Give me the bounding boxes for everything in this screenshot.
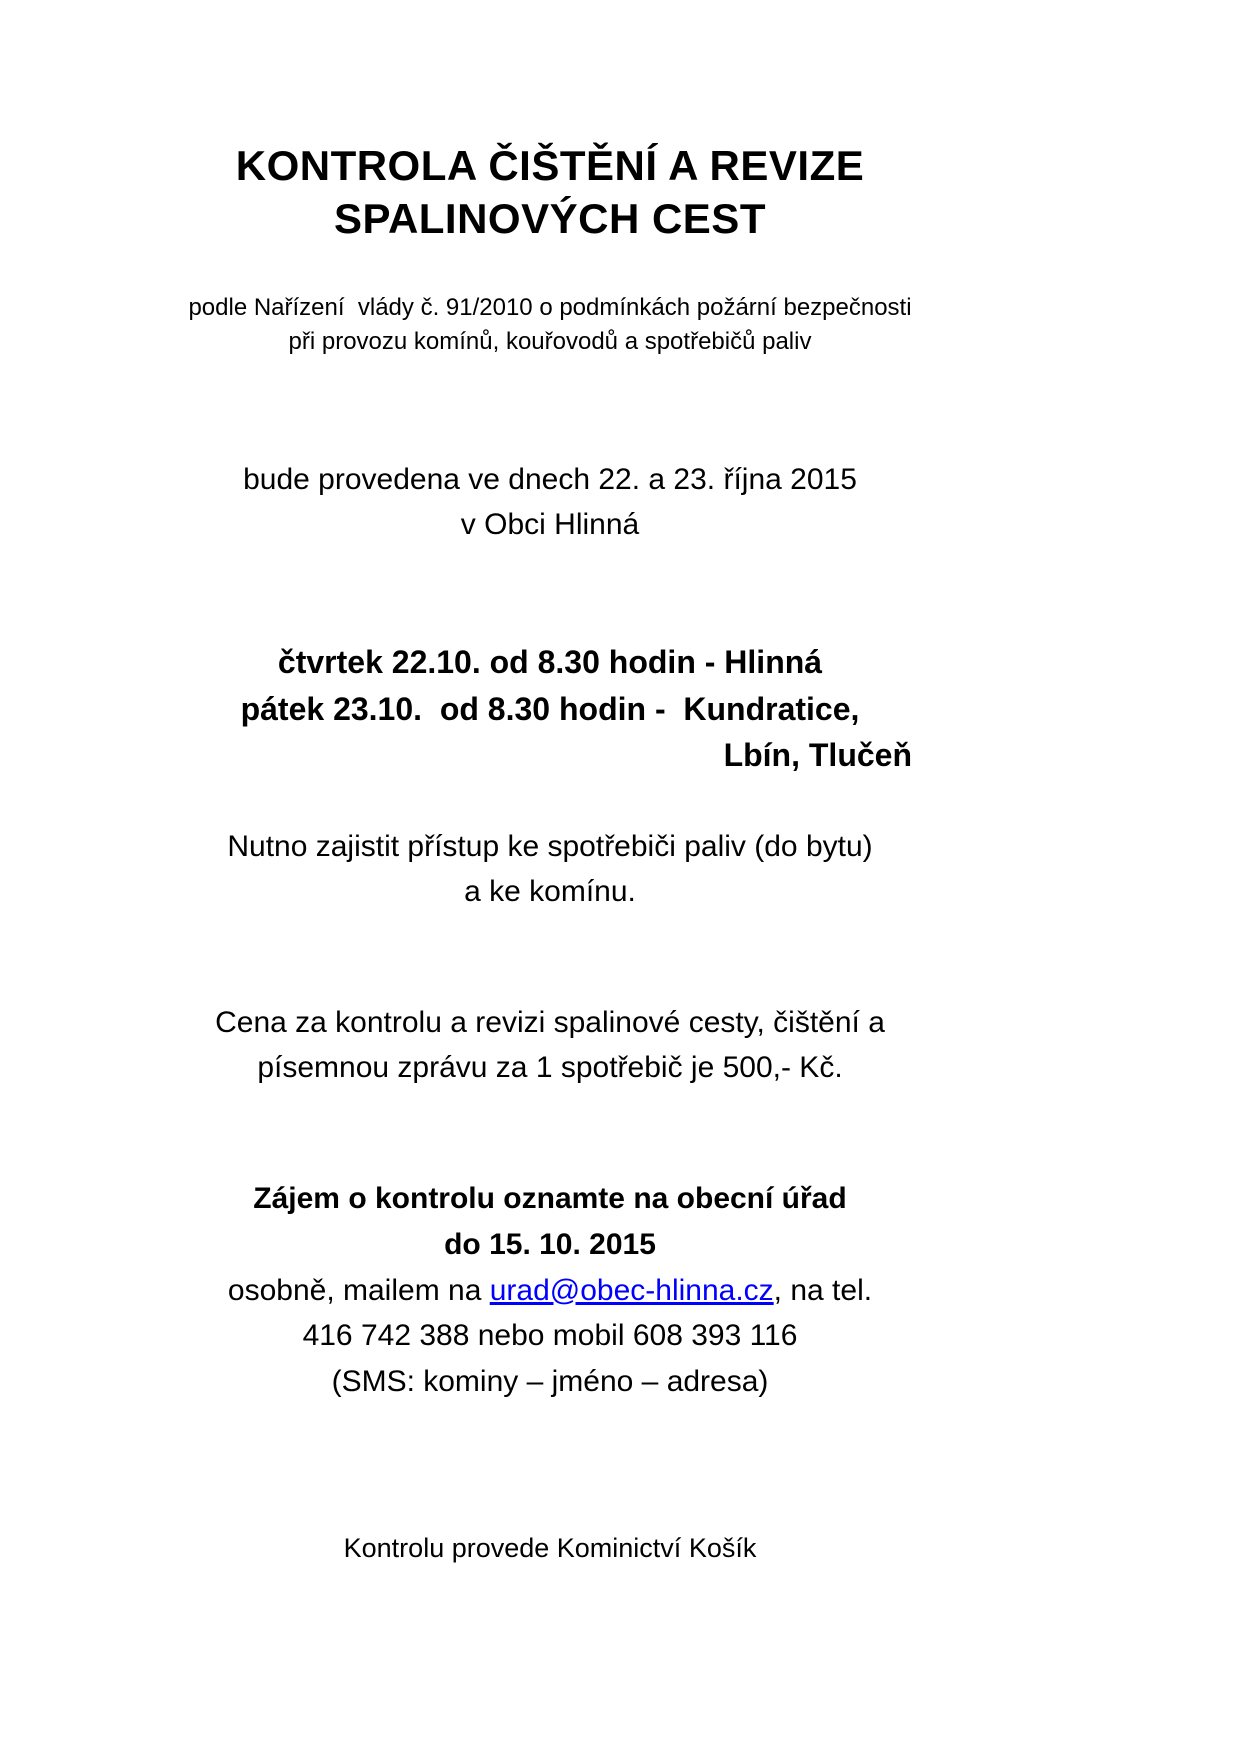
schedule-line: pátek 23.10. od 8.30 hodin - Kundratice,	[240, 690, 860, 727]
footer-note: Kontrolu provede Kominictví Košík	[343, 1533, 757, 1564]
contact-heading-line: do 15. 10. 2015	[444, 1227, 656, 1261]
announcement-line: v Obci Hlinná	[460, 508, 640, 542]
schedule-line: čtvrtek 22.10. od 8.30 hodin - Hlinná	[277, 644, 823, 681]
schedule-block	[100, 639, 1000, 778]
title-line: KONTROLA ČIŠTĚNÍ A REVIZE	[235, 142, 865, 189]
contact-phone-line: 416 742 388 nebo mobil 608 393 116	[302, 1319, 798, 1353]
schedule-line: Lbín, Tlučeň	[723, 736, 912, 773]
email-line-prefix: osobně, mailem na	[227, 1273, 490, 1307]
title-line: SPALINOVÝCH CEST	[334, 194, 766, 242]
contact-email-line	[100, 1268, 1000, 1314]
document-title	[100, 140, 1000, 245]
email-link[interactable]: urad@obec-hlinna.cz	[489, 1273, 774, 1307]
price-note-paragraph	[100, 1000, 1000, 1090]
contact-sms-line: (SMS: kominy – jméno – adresa)	[331, 1364, 769, 1398]
announcement-line: bude provedena ve dnech 22. a 23. října 2015	[243, 463, 857, 497]
price-note-line: Cena za kontrolu a revizi spalinové cesty, čištění a	[215, 1006, 885, 1040]
price-note-line: písemnou zprávu za 1 spotřebič je 500,- Kč.	[257, 1051, 843, 1085]
subtitle-line: při provozu komínů, kouřovodů a spotřebičů paliv	[288, 328, 812, 356]
subtitle-line: podle Nařízení vlády č. 91/2010 o podmínkách požární bezpečnosti	[188, 294, 912, 321]
announcement-paragraph	[100, 457, 1000, 547]
access-note-line: Nutno zajistit přístup ke spotřebiči paliv (do bytu)	[227, 830, 873, 864]
access-note-line: a ke komínu.	[464, 875, 636, 909]
contact-block	[100, 1176, 1000, 1404]
contact-heading-line: Zájem o kontrolu oznamte na obecní úřad	[253, 1182, 847, 1216]
document-subtitle	[100, 291, 1000, 359]
email-line-suffix: , na tel.	[773, 1273, 873, 1307]
access-note-paragraph	[100, 824, 1000, 914]
